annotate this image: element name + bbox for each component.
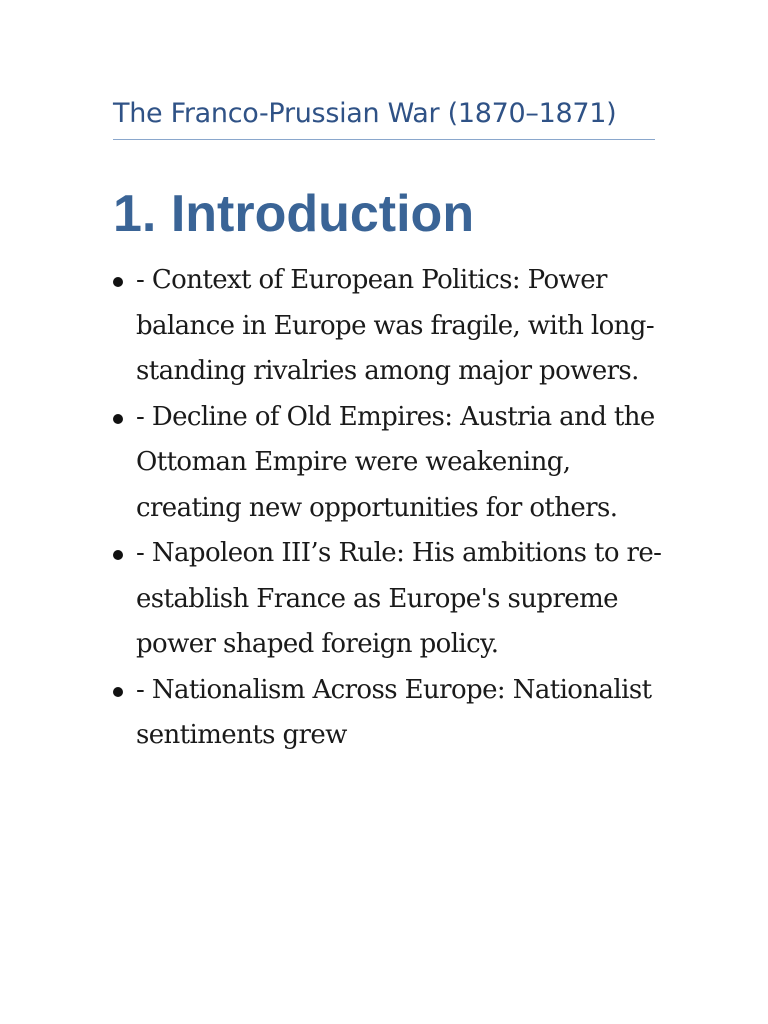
document-title: The Franco-Prussian War (1870–1871) (113, 98, 617, 129)
section-heading: 1. Introduction (113, 185, 475, 243)
bullet-text: - Decline of Old Empires: Austria and the Ottoman Empire were weakening, creating new opportunities for others. (136, 401, 655, 523)
bullet-text: - Napoleon III’s Rule: His ambitions to re-establish France as Europe's supreme power shaped foreign policy. (136, 538, 662, 659)
bullet-text: - Context of European Politics: Power balance in Europe was fragile, with long-standing rivalries among major powers. (136, 265, 655, 386)
bullet-dot-icon (113, 550, 123, 560)
bullet-text: - Nationalism Across Europe: Nationalist sentiments grew (136, 674, 652, 750)
bullet-item (113, 668, 673, 759)
title-underline-divider (113, 139, 655, 140)
bullet-item (113, 531, 673, 668)
bullet-item (113, 395, 673, 532)
bullet-dot-icon (113, 414, 123, 424)
bullet-list (113, 258, 673, 759)
bullet-item (113, 258, 673, 395)
bullet-dot-icon (113, 277, 123, 287)
bullet-dot-icon (113, 687, 123, 697)
